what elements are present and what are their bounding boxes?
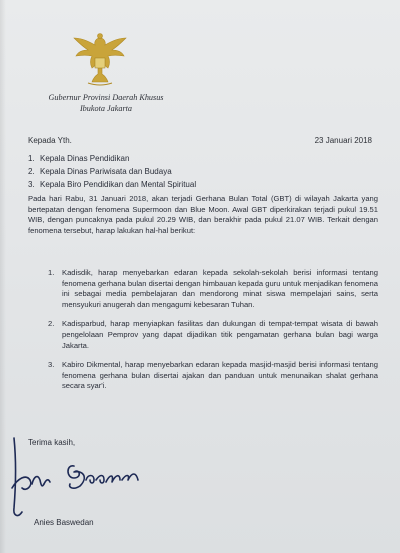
- recipient-item: [28, 152, 196, 165]
- recipient-item: [28, 165, 196, 178]
- instruction-number: 1.: [48, 268, 55, 277]
- closing-text: Terima kasih,: [28, 438, 76, 447]
- signer-name: Anies Baswedan: [34, 518, 94, 527]
- addressee-label: Kepada Yth.: [28, 136, 72, 145]
- handwritten-signature: [4, 428, 154, 528]
- recipient-item: [28, 178, 196, 191]
- instruction-item: [28, 268, 378, 310]
- instruction-number: 3.: [48, 360, 55, 370]
- instruction-text: Kadisparbud, harap menyiapkan fasilitas dan dukungan di tempat-tempat wisata di bawah pengelolaan Pemprov yang dapat dijadikan titik pengamatan gerhana bulan bagi warga Jakarta.: [62, 319, 378, 350]
- instruction-number: 2.: [48, 319, 55, 329]
- recipient-text: Kepala Biro Pendidikan dan Mental Spiritual: [40, 180, 197, 189]
- intro-paragraph: Pada hari Rabu, 31 Januari 2018, akan terjadi Gerhana Bulan Total (GBT) di wilayah Jakarta yang bertepatan dengan fenomena Supermoon dan Blue Moon. Awal GBT diperkirakan terjadi pukul 19.51 WIB, dengan puncaknya pada pukul 20.29 WIB, dan berakhir pada pukul 21.07 WIB. Terkait dengan fenomena tersebut, harap lakukan hal-hal berikut:: [28, 194, 378, 235]
- letter-date: 23 Januari 2018: [314, 136, 372, 145]
- instruction-text: Kadisdik, harap menyebarkan edaran kepada sekolah-sekolah berisi informasi tentang fenomena gerhana bulan disertai dengan himbauan kepada guru untuk menjadikan fenomena ini sebagai media pembelajaran dan mendorong minat siswa mempelajari sains, serta mensyukuri anugerah dan mengagumi kebesaran Tuhan.: [62, 268, 378, 309]
- letterhead-line-2: Ibukota Jakarta: [79, 104, 133, 113]
- recipient-number: 3.: [28, 180, 35, 189]
- recipient-list: [28, 152, 196, 191]
- recipient-text: Kepala Dinas Pariwisata dan Budaya: [40, 167, 172, 176]
- letterhead: [36, 92, 176, 114]
- recipient-text: Kepala Dinas Pendidikan: [40, 154, 130, 163]
- instruction-item: [28, 360, 378, 392]
- instruction-text: Kabiro Dikmental, harap menyebarkan edaran kepada masjid-masjid berisi informasi tentang fenomena gerhana bulan disertai ajakan dan panduan untuk menunaikan shalat gerhana secara syar'i.: [62, 360, 378, 391]
- instruction-item: [28, 319, 378, 351]
- letterhead-line-1: Gubernur Provinsi Daerah Khusus: [48, 93, 164, 102]
- recipient-number: 1.: [28, 154, 35, 163]
- recipient-number: 2.: [28, 167, 35, 176]
- instruction-list: [28, 268, 378, 401]
- garuda-emblem: [68, 28, 132, 88]
